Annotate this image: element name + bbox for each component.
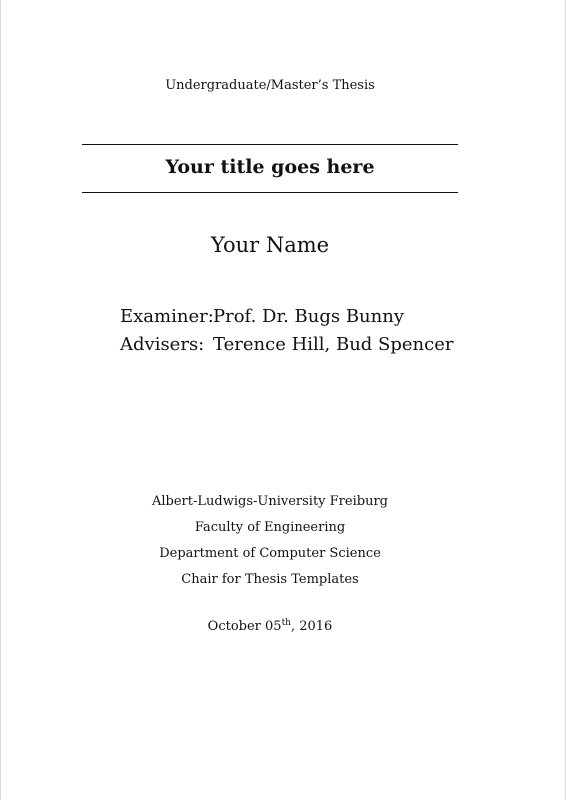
date-year: , 2016 — [290, 619, 333, 634]
date-ordinal-suffix: th — [281, 618, 291, 628]
chair-name: Chair for Thesis Templates — [181, 572, 359, 587]
affiliation-block — [1, 489, 539, 593]
thesis-type: Undergraduate/Master’s Thesis — [165, 78, 375, 93]
submission-date — [1, 619, 539, 634]
title-rule-bottom — [82, 192, 458, 193]
university-name: Albert-Ludwigs-University Freiburg — [152, 494, 388, 509]
department-name: Department of Computer Science — [159, 546, 381, 561]
title-rule-top — [82, 144, 458, 145]
examiner-label: Examiner: — [120, 306, 214, 327]
examiner-row — [120, 303, 453, 331]
advisers-row — [120, 331, 453, 359]
faculty-name: Faculty of Engineering — [194, 520, 346, 535]
advisers-label: Advisers: — [120, 334, 205, 355]
author-name: Your Name — [210, 233, 330, 257]
examiner-names: Prof. Dr. Bugs Bunny — [213, 306, 404, 327]
supervisors-block — [120, 303, 453, 359]
date-month-day: October 05 — [207, 619, 282, 634]
advisers-names: Terence Hill, Bud Spencer — [213, 334, 454, 355]
thesis-title: Your title goes here — [165, 156, 375, 178]
